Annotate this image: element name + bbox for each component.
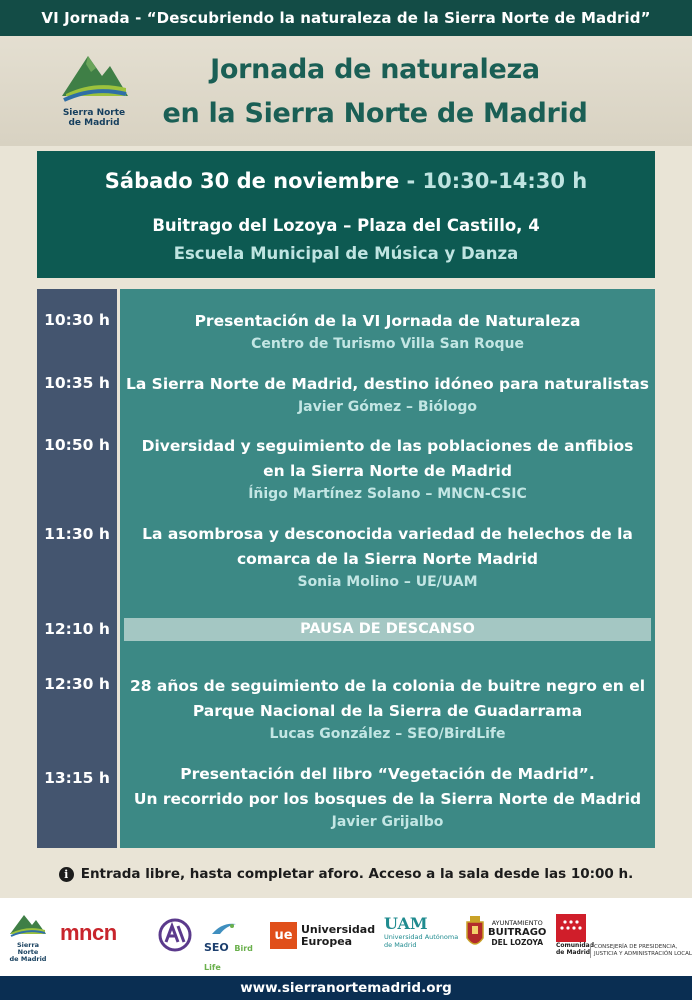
stars-icon [556, 914, 586, 942]
schedule-item-title: Parque Nacional de la Sierra de Guadarrama [192, 702, 583, 720]
buitrago-text-line: DEL LOZOYA [491, 938, 544, 947]
ue-text-line: Universidad [301, 922, 376, 936]
page-title-line2: en la Sierra Norte de Madrid [162, 98, 588, 129]
coat-of-arms-icon [466, 916, 484, 950]
schedule-item-title: Presentación del libro “Vegetación de Madrid”. [180, 765, 595, 783]
emblem-icon [158, 918, 192, 952]
schedule-item-speaker: Lucas González – SEO/BirdLife [269, 726, 506, 742]
event-info-block [37, 151, 655, 278]
schedule-time: 10:50 h [44, 436, 110, 454]
universidad-europea-logo [270, 922, 375, 949]
partner-caption: Sierra Norte [16, 941, 40, 956]
schedule-time: 12:30 h [44, 675, 110, 693]
schedule-item [120, 674, 655, 744]
uam-text-line: de Madrid [384, 941, 417, 949]
schedule-time: 11:30 h [44, 525, 110, 543]
seo-text: SEO [204, 941, 229, 954]
event-school: Escuela Municipal de Música y Danza [173, 244, 519, 263]
birdlife-text: Bird Life [204, 944, 253, 972]
partner-caption: de Madrid [9, 955, 47, 963]
schedule-item-speaker: Javier Grijalbo [331, 814, 444, 830]
comunidad-text-line: Comunidad [556, 942, 595, 949]
schedule-item-title: La asombrosa y desconocida variedad de helechos de la [142, 525, 633, 543]
info-text: Entrada libre, hasta completar aforo. Acceso a la sala desde las 10:00 h. [80, 866, 634, 882]
pause-bar: PAUSA DE DESCANSO [124, 618, 651, 641]
buitrago-text-line: AYUNTAMIENTO [491, 919, 543, 927]
schedule-item-speaker: Sonia Molino – UE/UAM [297, 574, 478, 590]
logo-caption-line2: de Madrid [68, 118, 120, 128]
sierra-norte-partner-logo [8, 912, 48, 963]
schedule-item-title: La Sierra Norte de Madrid, destino idóneo para naturalistas [125, 375, 650, 393]
purple-emblem-logo [158, 918, 192, 956]
date-line [37, 169, 655, 193]
top-banner-text: VI Jornada - “Descubriendo la naturaleza de la Sierra Norte de Madrid” [41, 9, 651, 27]
footer-url-link[interactable]: www.sierranortemadrid.org [240, 980, 452, 996]
bird-icon [210, 920, 238, 936]
uam-mark: UAM [384, 914, 428, 933]
schedule-item [120, 434, 655, 504]
consejeria-text-line: JUSTICIA Y ADMINISTRACIÓN LOCAL [594, 951, 692, 957]
buitrago-text-line: BUITRAGO [488, 927, 547, 938]
schedule-item-title: comarca de la Sierra Norte Madrid [236, 550, 539, 568]
consejeria-text-line: CONSEJERÍA DE PRESIDENCIA, [594, 944, 678, 950]
logo-caption-line1: Sierra Norte [62, 108, 126, 118]
seo-birdlife-logo [204, 920, 260, 974]
info-icon: i [59, 867, 74, 882]
date-separator: - [399, 169, 423, 193]
schedule-time: 12:10 h [44, 620, 110, 638]
uam-logo [384, 914, 462, 949]
schedule-item-title: Diversidad y seguimiento de las poblaciones de anfibios [141, 437, 634, 455]
schedule-item-title: en la Sierra Norte de Madrid [263, 462, 512, 480]
event-time: 10:30-14:30 h [422, 169, 588, 193]
schedule-item [120, 372, 655, 417]
schedule-item-title: Un recorrido por los bosques de la Sierra Norte de Madrid [133, 790, 642, 808]
footer-bar [0, 976, 692, 1000]
schedule-item-speaker: Centro de Turismo Villa San Roque [251, 336, 524, 352]
mncn-logo: mncn [60, 920, 117, 945]
logo-caption [58, 108, 130, 128]
schedule-item-title: Presentación de la VI Jornada de Naturaleza [194, 312, 581, 330]
schedule-time: 10:30 h [44, 311, 110, 329]
mountain-icon [58, 50, 130, 108]
uam-text-line: Universidad Autónoma [384, 933, 459, 941]
schedule-item [120, 522, 655, 592]
ue-text-line: Europea [301, 934, 353, 948]
info-line [0, 866, 692, 882]
event-date: Sábado 30 de noviembre [104, 169, 400, 193]
schedule-time: 13:15 h [44, 769, 110, 787]
consejeria-text [590, 944, 692, 958]
schedule-item [120, 762, 655, 832]
schedule-time-column [37, 289, 117, 848]
schedule-item-speaker: Javier Gómez – Biólogo [297, 399, 478, 415]
event-venue: Buitrago del Lozoya – Plaza del Castillo, 4 [152, 216, 540, 235]
sierra-norte-logo [58, 50, 130, 138]
comunidad-flag-icon [556, 914, 586, 942]
buitrago-logo [466, 916, 546, 950]
mountain-icon [8, 912, 48, 938]
schedule-item [120, 309, 655, 354]
top-banner [0, 0, 692, 36]
ue-text [301, 924, 375, 948]
schedule-item-title: 28 años de seguimiento de la colonia de buitre negro en el [129, 677, 646, 695]
schedule-time: 10:35 h [44, 374, 110, 392]
comunidad-madrid-logo [556, 914, 594, 956]
schedule-item-speaker: Íñigo Martínez Solano – MNCN-CSIC [248, 486, 527, 502]
page-title-line1: Jornada de naturaleza [210, 54, 540, 85]
ue-mark: ue [270, 922, 297, 949]
comunidad-text-line: de Madrid [556, 949, 591, 956]
